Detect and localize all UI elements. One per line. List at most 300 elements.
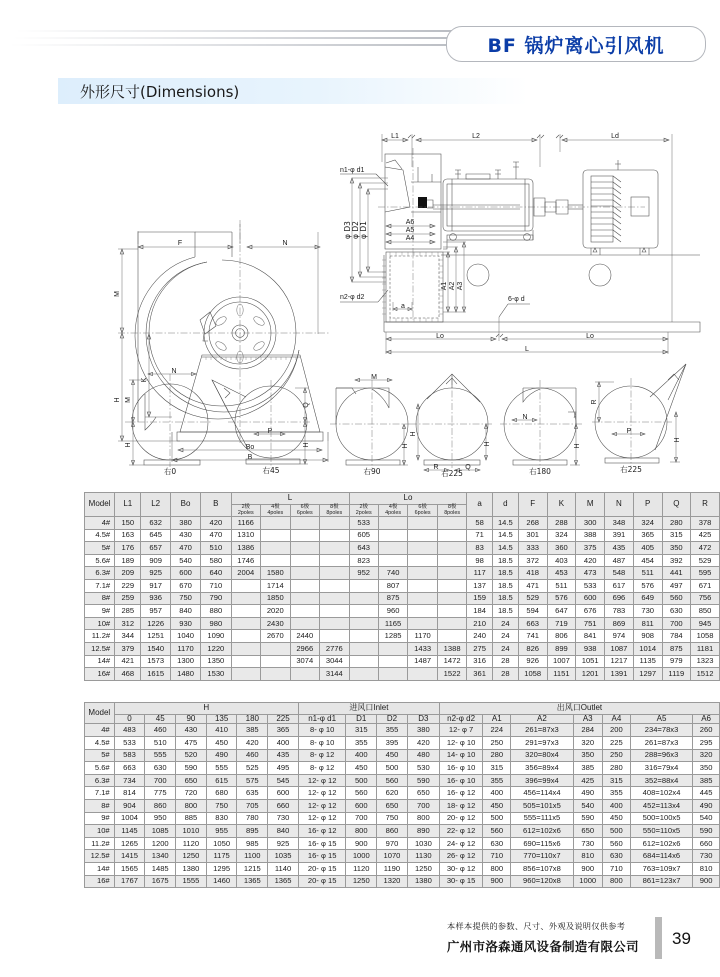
cell-model: 7.1# <box>85 579 115 592</box>
cell-n1d1: 12- φ 12 <box>298 787 346 800</box>
cell-h45: 1485 <box>145 862 176 875</box>
cell-Lo2p <box>349 592 378 605</box>
cell-A1: 280 <box>483 749 511 762</box>
cell-P: 511 <box>633 567 662 580</box>
cell-h225: 495 <box>268 762 299 775</box>
cell-Lo2p <box>349 617 378 630</box>
caption-right90: 右90 <box>363 467 381 476</box>
cell-L6p <box>290 668 320 681</box>
caption-right45: 右45 <box>262 466 280 475</box>
svg-text:φ D3: φ D3 <box>343 221 352 239</box>
cell-Bo: 670 <box>170 579 200 592</box>
svg-text:Bo: Bo <box>245 444 255 451</box>
cell-Lo8p <box>437 517 467 530</box>
cell-F: 418 <box>518 567 547 580</box>
cell-a: 240 <box>467 630 492 643</box>
cell-Lo8p <box>437 579 467 592</box>
cell-B: 880 <box>201 605 231 618</box>
cell-Q: 392 <box>662 554 690 567</box>
cell-h180: 1365 <box>237 875 268 888</box>
th-l-4poles: 4极 4poles <box>261 505 291 517</box>
cell-N: 487 <box>605 554 634 567</box>
table-row <box>85 799 720 812</box>
svg-text:N: N <box>522 414 528 421</box>
cell-Q: 350 <box>662 542 690 555</box>
cell-A6: 730 <box>693 850 720 863</box>
cell-D3: 380 <box>407 724 439 737</box>
th-lo-2poles: 2极 2poles <box>349 505 378 517</box>
cell-L1: 176 <box>115 542 141 555</box>
cell-model: 7.1# <box>85 787 115 800</box>
cell-A4: 450 <box>602 812 630 825</box>
th-lo-6poles: 6极 6poles <box>408 505 438 517</box>
cell-A6: 540 <box>693 812 720 825</box>
th2-a4: A4 <box>602 715 630 724</box>
cell-Lo4p: 1165 <box>378 617 408 630</box>
cell-Lo8p <box>437 592 467 605</box>
cell-M: 533 <box>576 579 605 592</box>
cell-D3: 420 <box>407 736 439 749</box>
cell-D3: 700 <box>407 799 439 812</box>
cell-h225: 365 <box>268 724 299 737</box>
cell-model: 5.6# <box>85 762 115 775</box>
cell-F: 529 <box>518 592 547 605</box>
cell-d: 18.5 <box>492 579 518 592</box>
cell-R: 1058 <box>691 630 720 643</box>
page-footer <box>0 915 720 977</box>
cell-L8p <box>320 617 350 630</box>
cell-h45: 950 <box>145 812 176 825</box>
cell-B: 1350 <box>201 655 231 668</box>
cell-A1: 900 <box>483 875 511 888</box>
cell-K: 899 <box>547 642 576 655</box>
cell-K: 719 <box>547 617 576 630</box>
cell-Lo8p <box>437 630 467 643</box>
cell-A1: 500 <box>483 812 511 825</box>
cell-F: 471 <box>518 579 547 592</box>
cell-R: 472 <box>691 542 720 555</box>
cell-A3: 385 <box>573 762 602 775</box>
cell-B: 580 <box>201 554 231 567</box>
cell-h180: 705 <box>237 799 268 812</box>
cell-L2p <box>231 642 261 655</box>
cell-A2: 261=87x3 <box>511 724 573 737</box>
cell-A3: 490 <box>573 787 602 800</box>
cell-F: 372 <box>518 554 547 567</box>
th2-a6: A6 <box>693 715 720 724</box>
th-lo-4poles: 4极 4poles <box>378 505 408 517</box>
cell-h225: 730 <box>268 812 299 825</box>
cell-L8p <box>320 592 350 605</box>
cell-model: 10# <box>85 825 115 838</box>
cell-F: 926 <box>518 655 547 668</box>
cell-a: 210 <box>467 617 492 630</box>
cell-R: 671 <box>691 579 720 592</box>
cell-Lo6p <box>408 517 438 530</box>
cell-Lo4p <box>378 542 408 555</box>
cell-D2: 970 <box>377 837 408 850</box>
caption-right225-a: 右225 <box>441 469 463 477</box>
cell-Lo4p <box>378 517 408 530</box>
table1-body <box>85 517 720 681</box>
cell-M: 751 <box>576 617 605 630</box>
cell-L2p: 2004 <box>231 567 261 580</box>
th-l-2poles: 2极 2poles <box>231 505 261 517</box>
cell-M: 676 <box>576 605 605 618</box>
cell-h90: 1120 <box>176 837 207 850</box>
cell-Lo8p <box>437 542 467 555</box>
table-row <box>85 655 720 668</box>
cell-A3: 350 <box>573 749 602 762</box>
orientation-view-225-a <box>410 374 492 477</box>
cell-h225: 400 <box>268 736 299 749</box>
th-group-lo: Lo <box>349 493 467 505</box>
cell-N: 1391 <box>605 668 634 681</box>
cell-K: 576 <box>547 592 576 605</box>
cell-D2: 450 <box>377 749 408 762</box>
cell-model: 9# <box>85 812 115 825</box>
cell-L6p <box>290 517 320 530</box>
cell-model: 11.2# <box>85 837 115 850</box>
table-row <box>85 668 720 681</box>
cell-a: 98 <box>467 554 492 567</box>
front-view-drawing <box>114 220 330 462</box>
cell-n2d2: 14- φ 10 <box>439 749 482 762</box>
cell-Q: 784 <box>662 630 690 643</box>
svg-text:H: H <box>674 437 681 443</box>
table-row <box>85 542 720 555</box>
th2-a1: A1 <box>483 715 511 724</box>
cell-A4: 315 <box>602 774 630 787</box>
cell-A6: 590 <box>693 825 720 838</box>
cell-model: 14# <box>85 655 115 668</box>
cell-L2p <box>231 579 261 592</box>
cell-D1: 400 <box>346 749 377 762</box>
cell-L4p: 2430 <box>261 617 291 630</box>
cell-n2d2: 30- φ 12 <box>439 862 482 875</box>
th2-n1d1: n1-φ d1 <box>298 715 346 724</box>
cell-d: 18.5 <box>492 605 518 618</box>
cell-Lo2p <box>349 630 378 643</box>
cell-h0: 1265 <box>114 837 145 850</box>
cell-L6p <box>290 542 320 555</box>
cell-A3: 320 <box>573 736 602 749</box>
cell-L4p: 1850 <box>261 592 291 605</box>
cell-L1: 468 <box>115 668 141 681</box>
cell-h90: 650 <box>176 774 207 787</box>
cell-P: 1135 <box>633 655 662 668</box>
cell-A5: 500=100x5 <box>630 812 692 825</box>
cell-D3: 590 <box>407 774 439 787</box>
cell-n1d1: 16- φ 15 <box>298 837 346 850</box>
footer-note: 本样本提供的参数、尺寸、外观及说明仅供参考 <box>447 921 626 931</box>
cell-model: 6.3# <box>85 774 115 787</box>
cell-A5: 684=114x6 <box>630 850 692 863</box>
cell-A2: 612=102x6 <box>511 825 573 838</box>
cell-L6p <box>290 592 320 605</box>
cell-h0: 1565 <box>114 862 145 875</box>
cell-D1: 450 <box>346 762 377 775</box>
cell-L8p <box>320 630 350 643</box>
cell-K: 288 <box>547 517 576 530</box>
cell-A4: 225 <box>602 736 630 749</box>
cell-D1: 700 <box>346 812 377 825</box>
cell-h45: 1340 <box>145 850 176 863</box>
cell-R: 945 <box>691 617 720 630</box>
footer-company: 广州市洛森通风设备制造有限公司 <box>447 939 639 954</box>
cell-A4: 355 <box>602 787 630 800</box>
dimensions-table-2 <box>84 702 720 888</box>
cell-n1d1: 20- φ 15 <box>298 875 346 888</box>
svg-text:A4: A4 <box>405 235 415 242</box>
cell-L2p <box>231 605 261 618</box>
cell-Lo6p <box>408 617 438 630</box>
cell-K: 403 <box>547 554 576 567</box>
cell-P: 649 <box>633 592 662 605</box>
th-p: P <box>633 493 662 517</box>
cell-n1d1: 16- φ 12 <box>298 825 346 838</box>
cell-Lo6p <box>408 592 438 605</box>
cell-A4: 710 <box>602 862 630 875</box>
cell-D2: 620 <box>377 787 408 800</box>
cell-h180: 635 <box>237 787 268 800</box>
cell-Lo2p <box>349 642 378 655</box>
cell-R: 529 <box>691 554 720 567</box>
cell-h225: 840 <box>268 825 299 838</box>
cell-D2: 860 <box>377 825 408 838</box>
cell-h45: 1200 <box>145 837 176 850</box>
cell-L6p: 2440 <box>290 630 320 643</box>
cell-d: 24 <box>492 630 518 643</box>
svg-text:Lo: Lo <box>436 333 444 340</box>
cell-d: 24 <box>492 642 518 655</box>
cell-A5: 612=102x6 <box>630 837 692 850</box>
th2-group-outlet: 出风口Outlet <box>439 703 719 715</box>
cell-A4: 800 <box>602 875 630 888</box>
cell-D3: 650 <box>407 787 439 800</box>
cell-R: 1323 <box>691 655 720 668</box>
cell-Lo4p: 960 <box>378 605 408 618</box>
cell-n2d2: 30- φ 15 <box>439 875 482 888</box>
cell-h135: 1460 <box>206 875 237 888</box>
cell-model: 5.6# <box>85 554 115 567</box>
cell-N: 1217 <box>605 655 634 668</box>
cell-n2d2: 16- φ 12 <box>439 787 482 800</box>
cell-A5: 550=110x5 <box>630 825 692 838</box>
cell-h0: 663 <box>114 762 145 775</box>
th2-n2d2: n2-φ d2 <box>439 715 482 724</box>
cell-Q: 560 <box>662 592 690 605</box>
table-row <box>85 567 720 580</box>
cell-h180: 460 <box>237 749 268 762</box>
cell-d: 24 <box>492 617 518 630</box>
cell-L1: 150 <box>115 517 141 530</box>
svg-text:Lo: Lo <box>586 333 594 340</box>
cell-Q: 441 <box>662 567 690 580</box>
cell-model: 16# <box>85 668 115 681</box>
cell-A2: 856=107x8 <box>511 862 573 875</box>
cell-A5: 352=88x4 <box>630 774 692 787</box>
th-r: R <box>691 493 720 517</box>
cell-D1: 600 <box>346 799 377 812</box>
table-row <box>85 774 720 787</box>
th-bo: Bo <box>170 493 200 517</box>
cell-h180: 385 <box>237 724 268 737</box>
cell-D3: 1250 <box>407 862 439 875</box>
cell-Bo: 470 <box>170 542 200 555</box>
cell-L6p <box>290 617 320 630</box>
cell-a: 275 <box>467 642 492 655</box>
cell-L6p: 3074 <box>290 655 320 668</box>
cell-N: 974 <box>605 630 634 643</box>
cell-A4: 500 <box>602 825 630 838</box>
cell-L2p: 1746 <box>231 554 261 567</box>
cell-M: 375 <box>576 542 605 555</box>
cell-A5: 763=109x7 <box>630 862 692 875</box>
cell-L6p <box>290 554 320 567</box>
cell-a: 316 <box>467 655 492 668</box>
cell-d: 18.5 <box>492 554 518 567</box>
cell-D1: 800 <box>346 825 377 838</box>
cell-Q: 875 <box>662 642 690 655</box>
cell-B: 980 <box>201 617 231 630</box>
table-row <box>85 850 720 863</box>
cell-A6: 445 <box>693 787 720 800</box>
cell-A1: 355 <box>483 774 511 787</box>
cell-L8p <box>320 605 350 618</box>
cell-h225: 545 <box>268 774 299 787</box>
cell-D1: 1000 <box>346 850 377 863</box>
cell-L2: 1540 <box>141 642 171 655</box>
cell-Q: 700 <box>662 617 690 630</box>
cell-N: 348 <box>605 517 634 530</box>
cell-h225: 1140 <box>268 862 299 875</box>
cell-B: 1220 <box>201 642 231 655</box>
cell-A6: 385 <box>693 774 720 787</box>
cell-d: 14.5 <box>492 529 518 542</box>
cell-L2: 917 <box>141 579 171 592</box>
cell-Lo8p <box>437 605 467 618</box>
cell-Lo8p <box>437 567 467 580</box>
cell-Q: 280 <box>662 517 690 530</box>
cell-L4p: 1714 <box>261 579 291 592</box>
cell-A1: 630 <box>483 837 511 850</box>
cell-model: 4.5# <box>85 529 115 542</box>
cell-A2: 960=120x8 <box>511 875 573 888</box>
cell-d: 28 <box>492 655 518 668</box>
th-group-l: L <box>231 493 349 505</box>
cell-L2p <box>231 592 261 605</box>
th2-h0: 0 <box>114 715 145 724</box>
cell-A6: 490 <box>693 799 720 812</box>
cell-n1d1: 12- φ 12 <box>298 812 346 825</box>
cell-M: 300 <box>576 517 605 530</box>
svg-text:H: H <box>125 442 132 448</box>
svg-text:A3: A3 <box>457 281 464 291</box>
cell-L8p: 2776 <box>320 642 350 655</box>
cell-model: 8# <box>85 592 115 605</box>
th2-a2: A2 <box>511 715 573 724</box>
cell-K: 1151 <box>547 668 576 681</box>
cell-L2: 632 <box>141 517 171 530</box>
cell-h45: 1085 <box>145 825 176 838</box>
cell-L2: 909 <box>141 554 171 567</box>
cell-L4p <box>261 642 291 655</box>
cell-L4p <box>261 517 291 530</box>
cell-h0: 1145 <box>114 825 145 838</box>
cell-h90: 720 <box>176 787 207 800</box>
cell-n2d2: 12- φ 7 <box>439 724 482 737</box>
cell-n1d1: 8- φ 10 <box>298 736 346 749</box>
cell-D1: 560 <box>346 787 377 800</box>
cell-D1: 1250 <box>346 875 377 888</box>
th-b: B <box>201 493 231 517</box>
cell-A6: 295 <box>693 736 720 749</box>
cell-h45: 555 <box>145 749 176 762</box>
cell-A3: 730 <box>573 837 602 850</box>
cell-model: 11.2# <box>85 630 115 643</box>
cell-Lo4p <box>378 655 408 668</box>
label-n2: n2-φ d2 <box>340 294 365 301</box>
cell-h0: 734 <box>114 774 145 787</box>
label-6d: 6-φ d <box>508 296 525 303</box>
cell-A3: 284 <box>573 724 602 737</box>
cell-h180: 895 <box>237 825 268 838</box>
cell-M: 938 <box>576 642 605 655</box>
cell-L4p <box>261 529 291 542</box>
cell-Lo8p <box>437 529 467 542</box>
cell-B: 510 <box>201 542 231 555</box>
cell-R: 378 <box>691 517 720 530</box>
th2-h180: 180 <box>237 715 268 724</box>
table-row <box>85 724 720 737</box>
cell-M: 388 <box>576 529 605 542</box>
cell-N: 696 <box>605 592 634 605</box>
th-l-6poles: 6极 6poles <box>290 505 320 517</box>
cell-A2: 770=110x7 <box>511 850 573 863</box>
caption-right180: 右180 <box>529 467 551 476</box>
cell-L2p <box>231 668 261 681</box>
table-row <box>85 762 720 775</box>
svg-text:A1: A1 <box>441 281 448 291</box>
cell-D1: 900 <box>346 837 377 850</box>
th-a: a <box>467 493 492 517</box>
cell-A2: 320=80x4 <box>511 749 573 762</box>
cell-P: 365 <box>633 529 662 542</box>
cell-L1: 285 <box>115 605 141 618</box>
cell-h180: 525 <box>237 762 268 775</box>
cell-Q: 497 <box>662 579 690 592</box>
cell-A5: 288=96x3 <box>630 749 692 762</box>
th2-d3: D3 <box>407 715 439 724</box>
cell-N: 783 <box>605 605 634 618</box>
table-row <box>85 529 720 542</box>
cell-L8p <box>320 567 350 580</box>
th-f: F <box>518 493 547 517</box>
th-q: Q <box>662 493 690 517</box>
cell-h135: 450 <box>206 736 237 749</box>
cell-A4: 250 <box>602 749 630 762</box>
cell-n2d2: 24- φ 12 <box>439 837 482 850</box>
cell-D1: 315 <box>346 724 377 737</box>
cell-model: 14# <box>85 862 115 875</box>
cell-Bo: 600 <box>170 567 200 580</box>
cell-h45: 700 <box>145 774 176 787</box>
cell-Lo2p <box>349 605 378 618</box>
cell-A4: 280 <box>602 762 630 775</box>
cell-A3: 900 <box>573 862 602 875</box>
cell-K: 1007 <box>547 655 576 668</box>
